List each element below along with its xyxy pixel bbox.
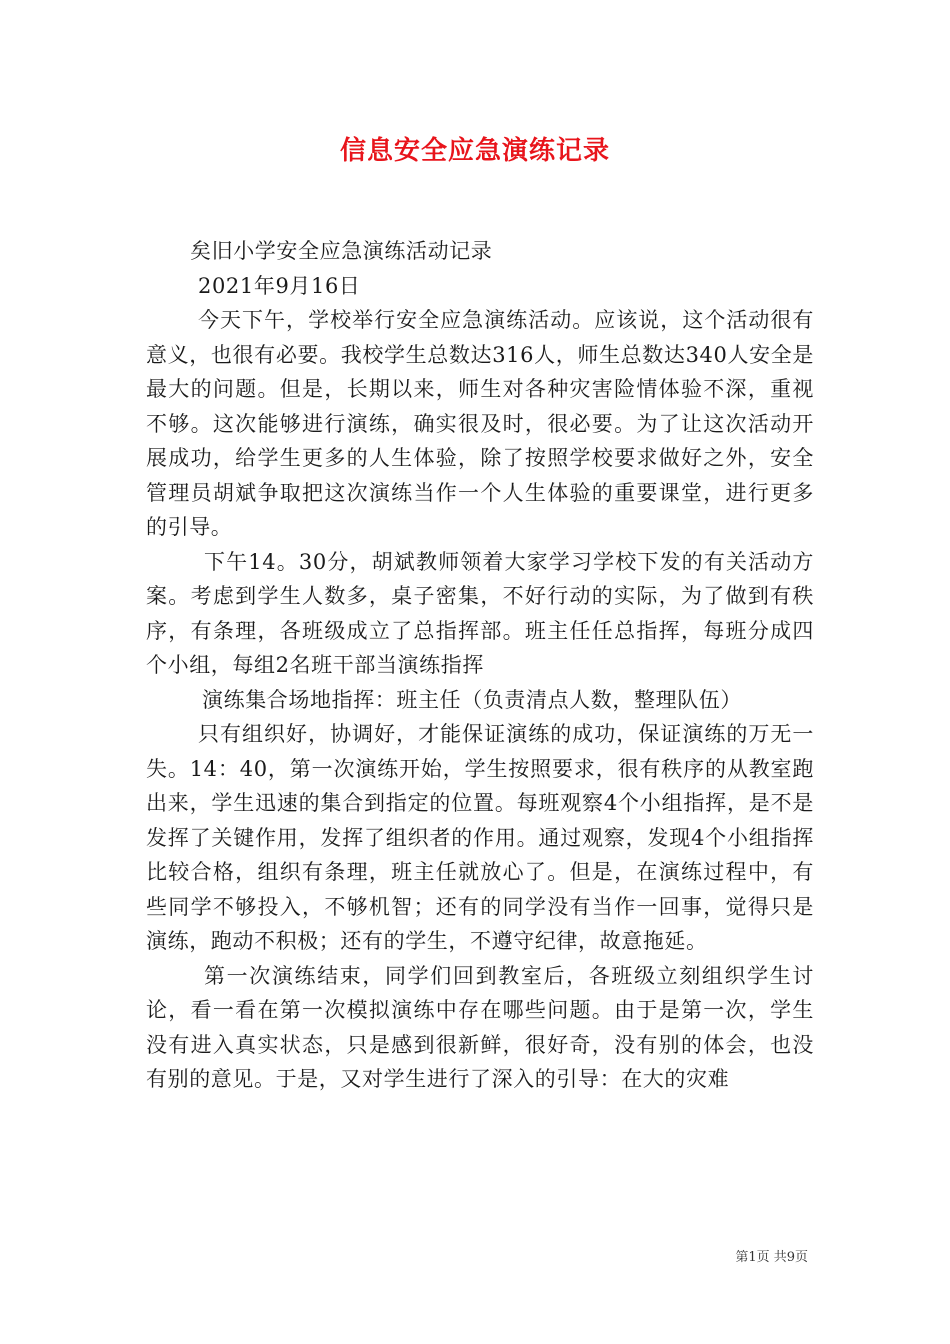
paragraph-5: 第一次演练结束，同学们回到教室后，各班级立刻组织学生讨论，看一看在第一次模拟演练中存在哪些问题。由于是第一次，学生没有进入真实状态，只是感到很新鲜，很好奇，没有别的体会，也没有别的意见。于是，又对学生进行了深入的引导：在大的灾难 <box>146 963 814 1091</box>
document-title: 信息安全应急演练记录 <box>339 136 610 166</box>
paragraph-1: 今天下午，学校举行安全应急演练活动。应该说，这个活动很有意义，也很有必要。我校学生总数达316人，师生总数达340人安全是最大的问题。但是，长期以来，师生对各种灾害险情体验不深，重视不够。这次能够进行演练，确实很及时，很必要。为了让这次活动开展成功，给学生更多的人生体验，除了按照学校要求做好之外，安全管理员胡斌争取把这次演练当作一个人生体验的重要课堂，进行更多的引导。 <box>146 308 814 539</box>
paragraph-4: 只有组织好，协调好，才能保证演练的成功，保证演练的万无一失。14：40，第一次演练开始，学生按照要求，很有秩序的从教室跑出来，学生迅速的集合到指定的位置。每班观察4个小组指挥，是不是发挥了关键作用，发挥了组织者的作用。通过观察，发现4个小组指挥比较合格，组织有条理，班主任就放心了。但是，在演练过程中，有些同学不够投入，不够机智；还有的同学没有当作一回事，觉得只是演练，跑动不积极；还有的学生，不遵守纪律，故意拖延。 <box>146 722 814 953</box>
paragraph-3: 演练集合场地指挥：班主任（负责清点人数，整理队伍） <box>202 687 742 712</box>
document-body <box>146 234 814 1097</box>
document-date: 2021年9月16日 <box>198 273 361 298</box>
page-indicator: 第1页 共9页 <box>735 1250 808 1265</box>
document-heading: 矣旧小学安全应急演练活动记录 <box>190 239 493 263</box>
paragraph-2: 下午14。30分，胡斌教师领着大家学习学校下发的有关活动方案。考虑到学生人数多，桌子密集，不好行动的实际，为了做到有秩序，有条理，各班级成立了总指挥部。班主任任总指挥，每班分成四个小组，每组2名班干部当演练指挥 <box>146 549 814 677</box>
